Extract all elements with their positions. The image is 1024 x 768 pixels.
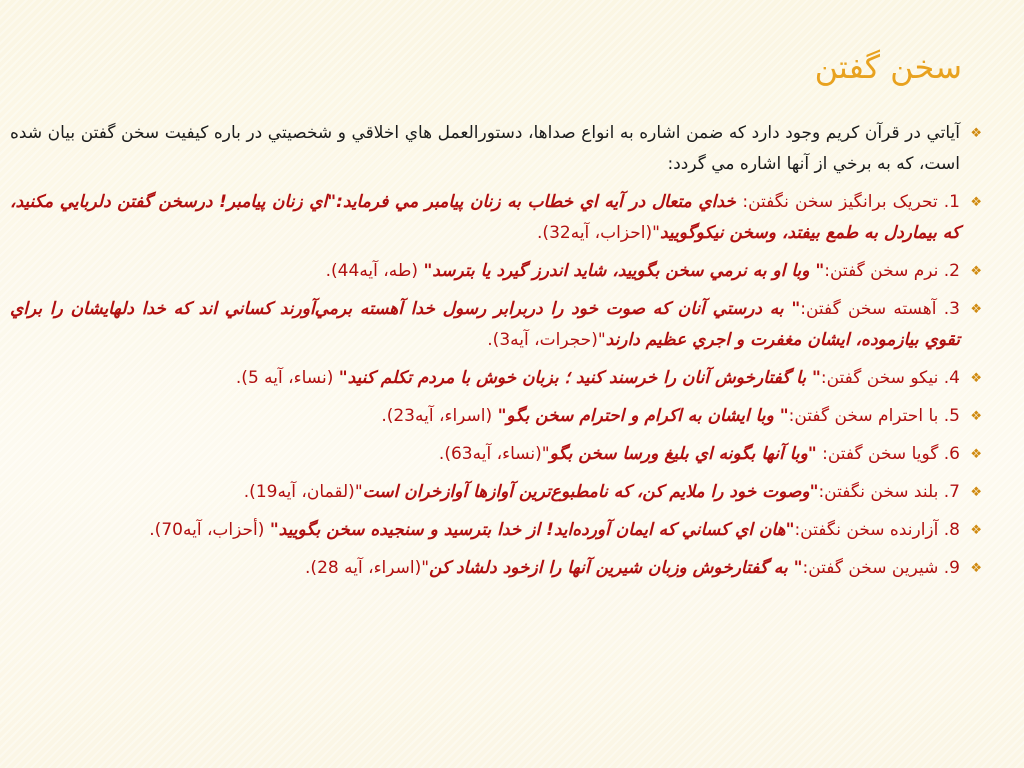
item-label: 5. با احترام سخن گفتن: (788, 406, 960, 426)
item-ref: "(نساء، آيه63). (438, 444, 550, 464)
item-ref: (طه، آيه44). (325, 261, 424, 281)
item-quote: "وبا آنها بگونه اي بليغ ورسا سخن بگو (549, 444, 817, 464)
diamond-bullet-icon: ❖ (970, 302, 982, 317)
slide-title: سخن گفتن (814, 48, 962, 86)
diamond-bullet-icon: ❖ (970, 523, 982, 538)
list-item-4 (10, 363, 982, 394)
item-label: 1. تحريک برانگيز سخن نگفتن: (742, 192, 960, 212)
item-label: 7. بلند سخن نگفتن: (818, 482, 960, 502)
item-ref: "(احزاب، آيه32). (537, 223, 660, 243)
item-quote: " با گفتارخوش آنان را خرسند كنيد ؛ بزبان خوش با مردم تكلم كنيد" (338, 368, 821, 388)
diamond-bullet-icon: ❖ (970, 409, 982, 424)
list-item-9 (10, 553, 982, 584)
list-item-2 (10, 256, 982, 287)
list-item-7 (10, 477, 982, 508)
item-quote: " به درستي آنان كه صوت خود را دربرابر رسول خدا آهسته برمي‌آورند كساني اند كه خدا دلهايشان را براي تقوي بيازموده، ايشان مغفرت و اجري عظيم دارند (10, 299, 960, 350)
item-label: 4. نيكو سخن گفتن: (820, 368, 960, 388)
item-ref: "(حجرات، آيه3). (487, 330, 606, 350)
item-ref: (اسراء، آيه23). (381, 406, 498, 426)
item-ref: "(اسراء، آيه 28). (305, 558, 430, 578)
item-quote: "هان اي كساني كه ايمان آورده‌ايد! از خدا بترسيد و سنجيده سخن بگوييد" (269, 520, 795, 540)
list-item-3 (10, 294, 982, 356)
item-quote: " وبا ايشان به اكرام و احترام سخن بگو" (497, 406, 789, 426)
list-item-6 (10, 439, 982, 470)
item-quote: " به گفتارخوش وزبان شيرين آنها را ازخود دلشاد كن (429, 558, 803, 578)
diamond-bullet-icon: ❖ (970, 264, 982, 279)
diamond-bullet-icon: ❖ (970, 195, 982, 210)
intro-text: آياتي در قرآن كريم وجود دارد كه ضمن اشاره به انواع صداها، دستورالعمل هاي اخلاقي و شخصيتي در باره كيفيت سخن گفتن بيان شده است، كه به برخي از آنها اشاره مي گردد: (10, 123, 960, 174)
item-label: 3. آهسته سخن گفتن: (800, 299, 960, 319)
list-item-intro (10, 118, 982, 180)
item-ref: (أحزاب، آيه70). (149, 520, 270, 540)
item-label: 6. گويا سخن گفتن: (816, 444, 960, 464)
diamond-bullet-icon: ❖ (970, 485, 982, 500)
list-item-5 (10, 401, 982, 432)
item-label: 9. شيرين سخن گفتن: (802, 558, 960, 578)
item-quote: " وبا او به نرمي سخن بگوييد، شايد اندرز گيرد يا بترسد" (423, 261, 825, 281)
list-item-1 (10, 187, 982, 249)
item-quote: "وصوت خود را ملايم كن، كه نامطبوع‌ترين آوازها آوازخران است (362, 482, 819, 502)
item-label: 2. نرم سخن گفتن: (824, 261, 960, 281)
diamond-bullet-icon: ❖ (970, 447, 982, 462)
diamond-bullet-icon: ❖ (970, 561, 982, 576)
bullet-list (10, 118, 982, 591)
list-item-8 (10, 515, 982, 546)
item-ref: "(لقمان، آيه19). (243, 482, 363, 502)
item-label: 8. آزارنده سخن نگفتن: (794, 520, 960, 540)
diamond-bullet-icon: ❖ (970, 126, 982, 141)
item-ref: (نساء، آيه 5). (235, 368, 339, 388)
item-quote: خداي متعال در آيه اي خطاب به زنان پيامبر مي فرمايد:"اي زنان پيامبر! درسخن گفتن دلربايي مكنيد، كه بيماردل به طمع بيفتد، وسخن نيكوگوييد (10, 192, 960, 243)
diamond-bullet-icon: ❖ (970, 371, 982, 386)
